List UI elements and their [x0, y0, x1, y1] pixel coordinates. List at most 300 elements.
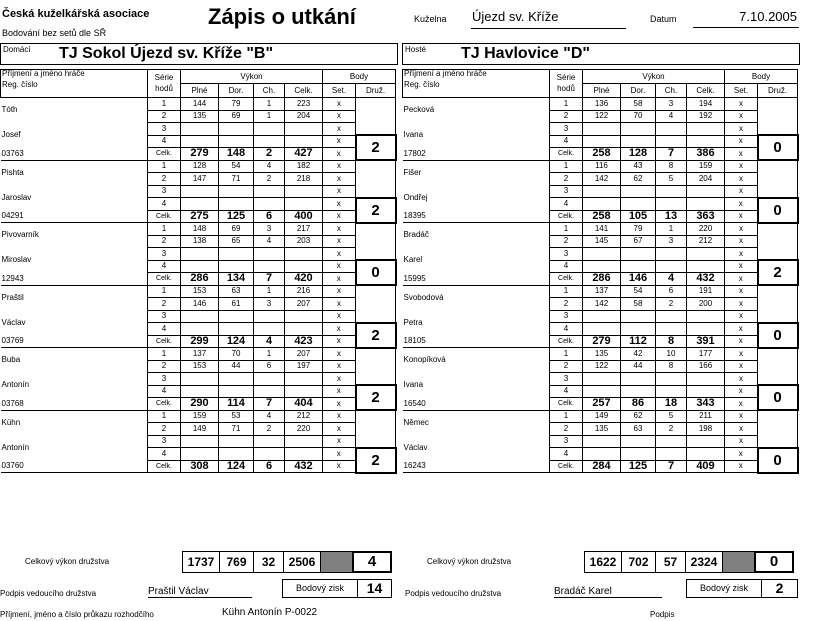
player-surname: Tóth — [1, 105, 18, 115]
score-cell: 10 — [656, 348, 687, 361]
venue-label: Kuželna — [414, 14, 447, 24]
table-row — [403, 148, 798, 161]
score-cell: 18 — [656, 398, 687, 411]
score-cell: 43 — [621, 160, 656, 173]
score-cell: 128 — [181, 160, 219, 173]
score-cell: 220 — [687, 223, 725, 236]
score-cell — [181, 373, 219, 386]
table-row — [403, 435, 798, 448]
table-row — [1, 285, 396, 298]
col-plne-header: Plné — [181, 84, 219, 98]
set-mark: x — [725, 448, 758, 461]
set-mark: x — [323, 223, 356, 236]
series-label: Celk. — [550, 460, 583, 473]
series-label: 1 — [148, 348, 181, 361]
association-name: Česká kuželkářská asociace — [2, 8, 150, 20]
player-firstname: Ivana — [403, 130, 424, 139]
series-label: 1 — [550, 285, 583, 298]
score-cell: 2 — [254, 173, 285, 186]
score-cell: 284 — [583, 460, 621, 473]
series-label: 1 — [148, 410, 181, 423]
score-cell: 177 — [687, 348, 725, 361]
player-points — [356, 135, 396, 160]
player-points — [356, 260, 396, 285]
score-cell: 197 — [285, 360, 323, 373]
points-spacer — [356, 410, 396, 448]
player-reg-number: 16243 — [403, 460, 550, 473]
player-surname: Pecková — [403, 105, 435, 115]
score-cell: 432 — [687, 273, 725, 286]
set-mark: x — [725, 223, 758, 236]
score-cell: 63 — [621, 423, 656, 436]
col-player-header — [1, 70, 148, 98]
score-cell: 42 — [621, 348, 656, 361]
player-reg-number: 03769 — [1, 335, 148, 348]
player-firstname: Ivana — [403, 380, 424, 389]
player-reg-number: 15995 — [403, 273, 550, 286]
away-signature-name[interactable]: Bradáč Karel — [554, 586, 662, 598]
series-label: 1 — [550, 98, 583, 111]
player-surname: Fišer — [403, 167, 422, 177]
score-cell: 70 — [219, 348, 254, 361]
score-cell: 7 — [656, 148, 687, 161]
col-plne-header: Plné — [583, 84, 621, 98]
score-cell: 116 — [583, 160, 621, 173]
series-label: 3 — [148, 310, 181, 323]
score-cell — [254, 135, 285, 148]
scoring-note: Bodování bez setů dle SŘ — [2, 28, 107, 38]
score-cell: 2 — [254, 148, 285, 161]
score-cell: 5 — [656, 173, 687, 186]
table-row — [403, 248, 798, 261]
series-label: 3 — [148, 435, 181, 448]
score-cell: 153 — [181, 360, 219, 373]
score-cell: 182 — [285, 160, 323, 173]
series-label: 4 — [550, 448, 583, 461]
score-cell: 432 — [285, 460, 323, 473]
score-cell — [656, 385, 687, 398]
score-cell: 204 — [285, 110, 323, 123]
score-cell — [254, 323, 285, 336]
score-cell: 8 — [656, 360, 687, 373]
set-mark: x — [725, 135, 758, 148]
score-cell: 4 — [254, 235, 285, 248]
col-reg-label: Reg. číslo — [404, 80, 440, 89]
set-mark: x — [725, 210, 758, 223]
score-cell — [181, 310, 219, 323]
score-cell: 147 — [181, 173, 219, 186]
table-row — [1, 398, 396, 411]
table-row — [1, 435, 396, 448]
score-cell: 286 — [583, 273, 621, 286]
score-cell — [181, 185, 219, 198]
score-cell — [219, 260, 254, 273]
score-cell — [219, 185, 254, 198]
points-spacer — [758, 98, 798, 136]
score-cell: 1 — [254, 98, 285, 111]
score-cell — [621, 385, 656, 398]
score-cell: 58 — [621, 98, 656, 111]
date-field[interactable]: 7.10.2005 — [693, 9, 799, 28]
score-cell — [219, 385, 254, 398]
score-cell: 8 — [656, 160, 687, 173]
score-cell: 7 — [254, 398, 285, 411]
series-label: 3 — [550, 435, 583, 448]
score-cell: 86 — [621, 398, 656, 411]
score-cell: 299 — [181, 335, 219, 348]
table-row — [403, 185, 798, 198]
points-spacer — [356, 348, 396, 386]
score-cell: 65 — [219, 235, 254, 248]
score-cell: 79 — [621, 223, 656, 236]
player-points-value: 2 — [371, 451, 380, 469]
score-cell: 8 — [656, 335, 687, 348]
score-cell: 122 — [583, 360, 621, 373]
score-cell: 363 — [687, 210, 725, 223]
table-row — [1, 310, 396, 323]
score-cell — [285, 185, 323, 198]
player-points-value: 0 — [773, 389, 782, 406]
score-cell — [181, 385, 219, 398]
score-cell — [687, 435, 725, 448]
score-cell: 1 — [254, 285, 285, 298]
col-body-header: Body — [323, 70, 396, 84]
player-surname: Buba — [1, 355, 21, 365]
col-ch-header: Ch. — [656, 84, 687, 98]
score-cell — [181, 198, 219, 211]
player-surname: Pivovarník — [1, 230, 39, 240]
score-cell: 137 — [583, 285, 621, 298]
set-mark: x — [725, 173, 758, 186]
score-cell — [583, 385, 621, 398]
table-row — [403, 210, 798, 223]
score-cell — [254, 248, 285, 261]
score-cell — [181, 123, 219, 136]
series-label: 4 — [148, 260, 181, 273]
set-mark: x — [323, 248, 356, 261]
score-cell — [181, 323, 219, 336]
set-mark: x — [725, 123, 758, 136]
score-cell: 1 — [254, 348, 285, 361]
set-mark: x — [323, 210, 356, 223]
set-mark: x — [323, 398, 356, 411]
series-label: 2 — [550, 423, 583, 436]
score-cell: 3 — [254, 223, 285, 236]
score-cell: 258 — [583, 210, 621, 223]
score-cell: 386 — [687, 148, 725, 161]
score-cell: 6 — [254, 360, 285, 373]
set-mark: x — [725, 273, 758, 286]
series-label: 3 — [550, 123, 583, 136]
score-cell — [181, 260, 219, 273]
score-cell — [621, 373, 656, 386]
score-cell: 70 — [621, 110, 656, 123]
venue-field[interactable]: Újezd sv. Kříže — [471, 9, 626, 29]
away-gain-label: Bodový zisk — [686, 579, 762, 598]
table-row — [1, 273, 396, 286]
score-cell — [621, 123, 656, 136]
player-surname: Svobodová — [403, 292, 444, 302]
score-cell: 217 — [285, 223, 323, 236]
score-cell — [181, 448, 219, 461]
score-cell: 279 — [583, 335, 621, 348]
player-points — [356, 385, 396, 410]
series-label: 3 — [550, 310, 583, 323]
series-label: 3 — [550, 185, 583, 198]
score-cell: 141 — [583, 223, 621, 236]
points-spacer — [758, 223, 798, 261]
set-mark: x — [725, 98, 758, 111]
set-mark: x — [323, 198, 356, 211]
points-spacer — [356, 223, 396, 261]
away-role-label: Hosté — [405, 45, 426, 54]
table-row — [403, 460, 798, 473]
points-spacer — [758, 285, 798, 323]
player-points-value: 0 — [773, 139, 782, 156]
score-cell — [219, 135, 254, 148]
score-cell: 138 — [181, 235, 219, 248]
score-cell: 44 — [621, 360, 656, 373]
col-celk-header: Celk. — [285, 84, 323, 98]
table-row — [403, 123, 798, 136]
series-label: 2 — [148, 173, 181, 186]
score-cell: 135 — [583, 423, 621, 436]
set-mark: x — [323, 385, 356, 398]
score-cell: 63 — [219, 285, 254, 298]
set-mark: x — [725, 185, 758, 198]
score-cell: 391 — [687, 335, 725, 348]
set-mark: x — [323, 335, 356, 348]
away-team-name: TJ Havlovice "D" — [461, 45, 590, 62]
set-mark: x — [323, 285, 356, 298]
set-mark: x — [323, 273, 356, 286]
table-row — [1, 98, 396, 111]
score-cell — [583, 373, 621, 386]
set-mark: x — [725, 235, 758, 248]
col-set-header: Set. — [725, 84, 758, 98]
player-firstname: Antonín — [1, 442, 30, 452]
series-label: 1 — [148, 223, 181, 236]
score-cell: 6 — [254, 460, 285, 473]
score-cell — [687, 310, 725, 323]
col-series-label2: hodů — [557, 84, 575, 93]
score-cell: 2 — [656, 423, 687, 436]
home-gain-label: Bodový zisk — [282, 579, 358, 598]
away-total-celk: 2324 — [685, 551, 723, 573]
home-signature-name[interactable]: Praštil Václav — [148, 586, 252, 598]
away-total-dor: 702 — [621, 551, 656, 573]
score-cell: 216 — [285, 285, 323, 298]
series-label: 3 — [148, 185, 181, 198]
col-player-name-label: Příjmení a jméno hráče — [404, 69, 487, 78]
home-team-table — [0, 69, 397, 474]
score-cell — [621, 135, 656, 148]
referee-name[interactable]: Kühn Antonín P-0022 — [222, 607, 318, 618]
score-cell: 6 — [254, 210, 285, 223]
score-cell — [181, 435, 219, 448]
set-mark: x — [323, 260, 356, 273]
score-cell: 5 — [656, 410, 687, 423]
table-row — [1, 373, 396, 386]
score-cell: 404 — [285, 398, 323, 411]
set-mark: x — [725, 298, 758, 311]
score-cell — [687, 248, 725, 261]
score-cell: 145 — [583, 235, 621, 248]
series-label: 1 — [148, 285, 181, 298]
player-points — [356, 448, 396, 473]
col-dor-header: Dor. — [219, 84, 254, 98]
score-cell — [285, 260, 323, 273]
player-firstname: Petra — [403, 317, 423, 327]
player-surname: Kühn — [1, 417, 21, 427]
score-cell — [583, 435, 621, 448]
score-cell: 423 — [285, 335, 323, 348]
set-mark: x — [323, 348, 356, 361]
score-cell — [656, 448, 687, 461]
score-cell: 44 — [219, 360, 254, 373]
score-cell — [583, 248, 621, 261]
score-cell: 136 — [583, 98, 621, 111]
score-cell: 343 — [687, 398, 725, 411]
score-cell: 7 — [254, 273, 285, 286]
score-cell — [254, 123, 285, 136]
home-total-dor: 769 — [219, 551, 254, 573]
score-cell — [621, 185, 656, 198]
score-cell: 3 — [656, 235, 687, 248]
series-label: 3 — [148, 248, 181, 261]
score-cell: 54 — [219, 160, 254, 173]
score-cell: 54 — [621, 285, 656, 298]
player-reg-number: 04291 — [1, 210, 148, 223]
score-cell — [583, 310, 621, 323]
series-label: Celk. — [550, 335, 583, 348]
set-mark: x — [725, 398, 758, 411]
away-gain-value: 2 — [761, 579, 798, 598]
col-series-label2: hodů — [155, 84, 173, 93]
player-surname: Němec — [403, 417, 429, 427]
score-cell: 198 — [687, 423, 725, 436]
score-cell: 200 — [687, 298, 725, 311]
score-cell — [254, 185, 285, 198]
col-series-header — [550, 70, 583, 98]
col-ch-header: Ch. — [254, 84, 285, 98]
series-label: Celk. — [550, 273, 583, 286]
score-cell — [254, 448, 285, 461]
score-cell: 212 — [687, 235, 725, 248]
series-label: 3 — [148, 123, 181, 136]
score-cell — [583, 185, 621, 198]
player-firstname: Václav — [1, 317, 26, 327]
set-mark: x — [323, 110, 356, 123]
away-total-points: 0 — [754, 551, 794, 573]
score-cell: 279 — [181, 148, 219, 161]
score-cell: 1 — [656, 223, 687, 236]
score-cell: 135 — [583, 348, 621, 361]
score-cell — [656, 248, 687, 261]
score-cell: 148 — [219, 148, 254, 161]
score-cell: 2 — [254, 423, 285, 436]
score-cell: 124 — [219, 335, 254, 348]
player-firstname: Jaroslav — [1, 192, 32, 202]
series-label: 4 — [148, 323, 181, 336]
player-reg-number: 03760 — [1, 460, 148, 473]
series-label: 2 — [148, 110, 181, 123]
away-total-ch: 57 — [655, 551, 686, 573]
away-team-box — [402, 43, 800, 65]
table-row — [1, 223, 396, 236]
score-cell: 275 — [181, 210, 219, 223]
table-row — [1, 160, 396, 173]
home-total-celk: 2506 — [283, 551, 321, 573]
table-row — [403, 285, 798, 298]
away-signature-label: Podpis vedoucího družstva — [405, 589, 502, 598]
score-cell: 125 — [621, 460, 656, 473]
score-cell: 146 — [621, 273, 656, 286]
set-mark: x — [323, 160, 356, 173]
score-cell: 308 — [181, 460, 219, 473]
set-mark: x — [323, 435, 356, 448]
score-cell — [285, 135, 323, 148]
score-cell — [285, 248, 323, 261]
home-total-points: 4 — [352, 551, 392, 573]
home-total-label: Celkový výkon družstva — [25, 557, 110, 566]
table-row — [403, 223, 798, 236]
series-label: Celk. — [148, 273, 181, 286]
score-cell — [254, 385, 285, 398]
player-surname: Praštil — [1, 292, 24, 302]
set-mark: x — [323, 460, 356, 473]
score-cell: 62 — [621, 410, 656, 423]
score-cell — [621, 248, 656, 261]
score-cell: 286 — [181, 273, 219, 286]
col-reg-label: Reg. číslo — [2, 80, 38, 89]
series-label: 3 — [550, 373, 583, 386]
score-cell — [687, 323, 725, 336]
score-cell: 142 — [583, 298, 621, 311]
series-label: 1 — [550, 348, 583, 361]
score-cell — [621, 198, 656, 211]
page-title: Zápis o utkání — [208, 4, 356, 29]
home-total-plne: 1737 — [182, 551, 220, 573]
set-mark: x — [725, 260, 758, 273]
series-label: 2 — [550, 235, 583, 248]
series-label: 2 — [148, 423, 181, 436]
set-mark: x — [725, 310, 758, 323]
score-cell — [181, 248, 219, 261]
player-points-value: 0 — [371, 264, 380, 281]
table-row — [1, 185, 396, 198]
set-mark: x — [323, 123, 356, 136]
set-mark: x — [323, 423, 356, 436]
score-cell: 69 — [219, 223, 254, 236]
score-cell — [583, 323, 621, 336]
player-points-value: 2 — [773, 264, 782, 281]
player-points — [356, 323, 396, 348]
table-row — [403, 373, 798, 386]
score-cell: 4 — [254, 410, 285, 423]
set-mark: x — [725, 160, 758, 173]
score-cell — [687, 260, 725, 273]
player-reg-number: 18395 — [403, 210, 550, 223]
points-spacer — [356, 285, 396, 323]
score-cell — [285, 435, 323, 448]
score-cell — [583, 123, 621, 136]
score-cell — [687, 448, 725, 461]
score-cell — [656, 185, 687, 198]
series-label: Celk. — [148, 398, 181, 411]
score-cell — [254, 373, 285, 386]
player-firstname: Miroslav — [1, 255, 32, 264]
